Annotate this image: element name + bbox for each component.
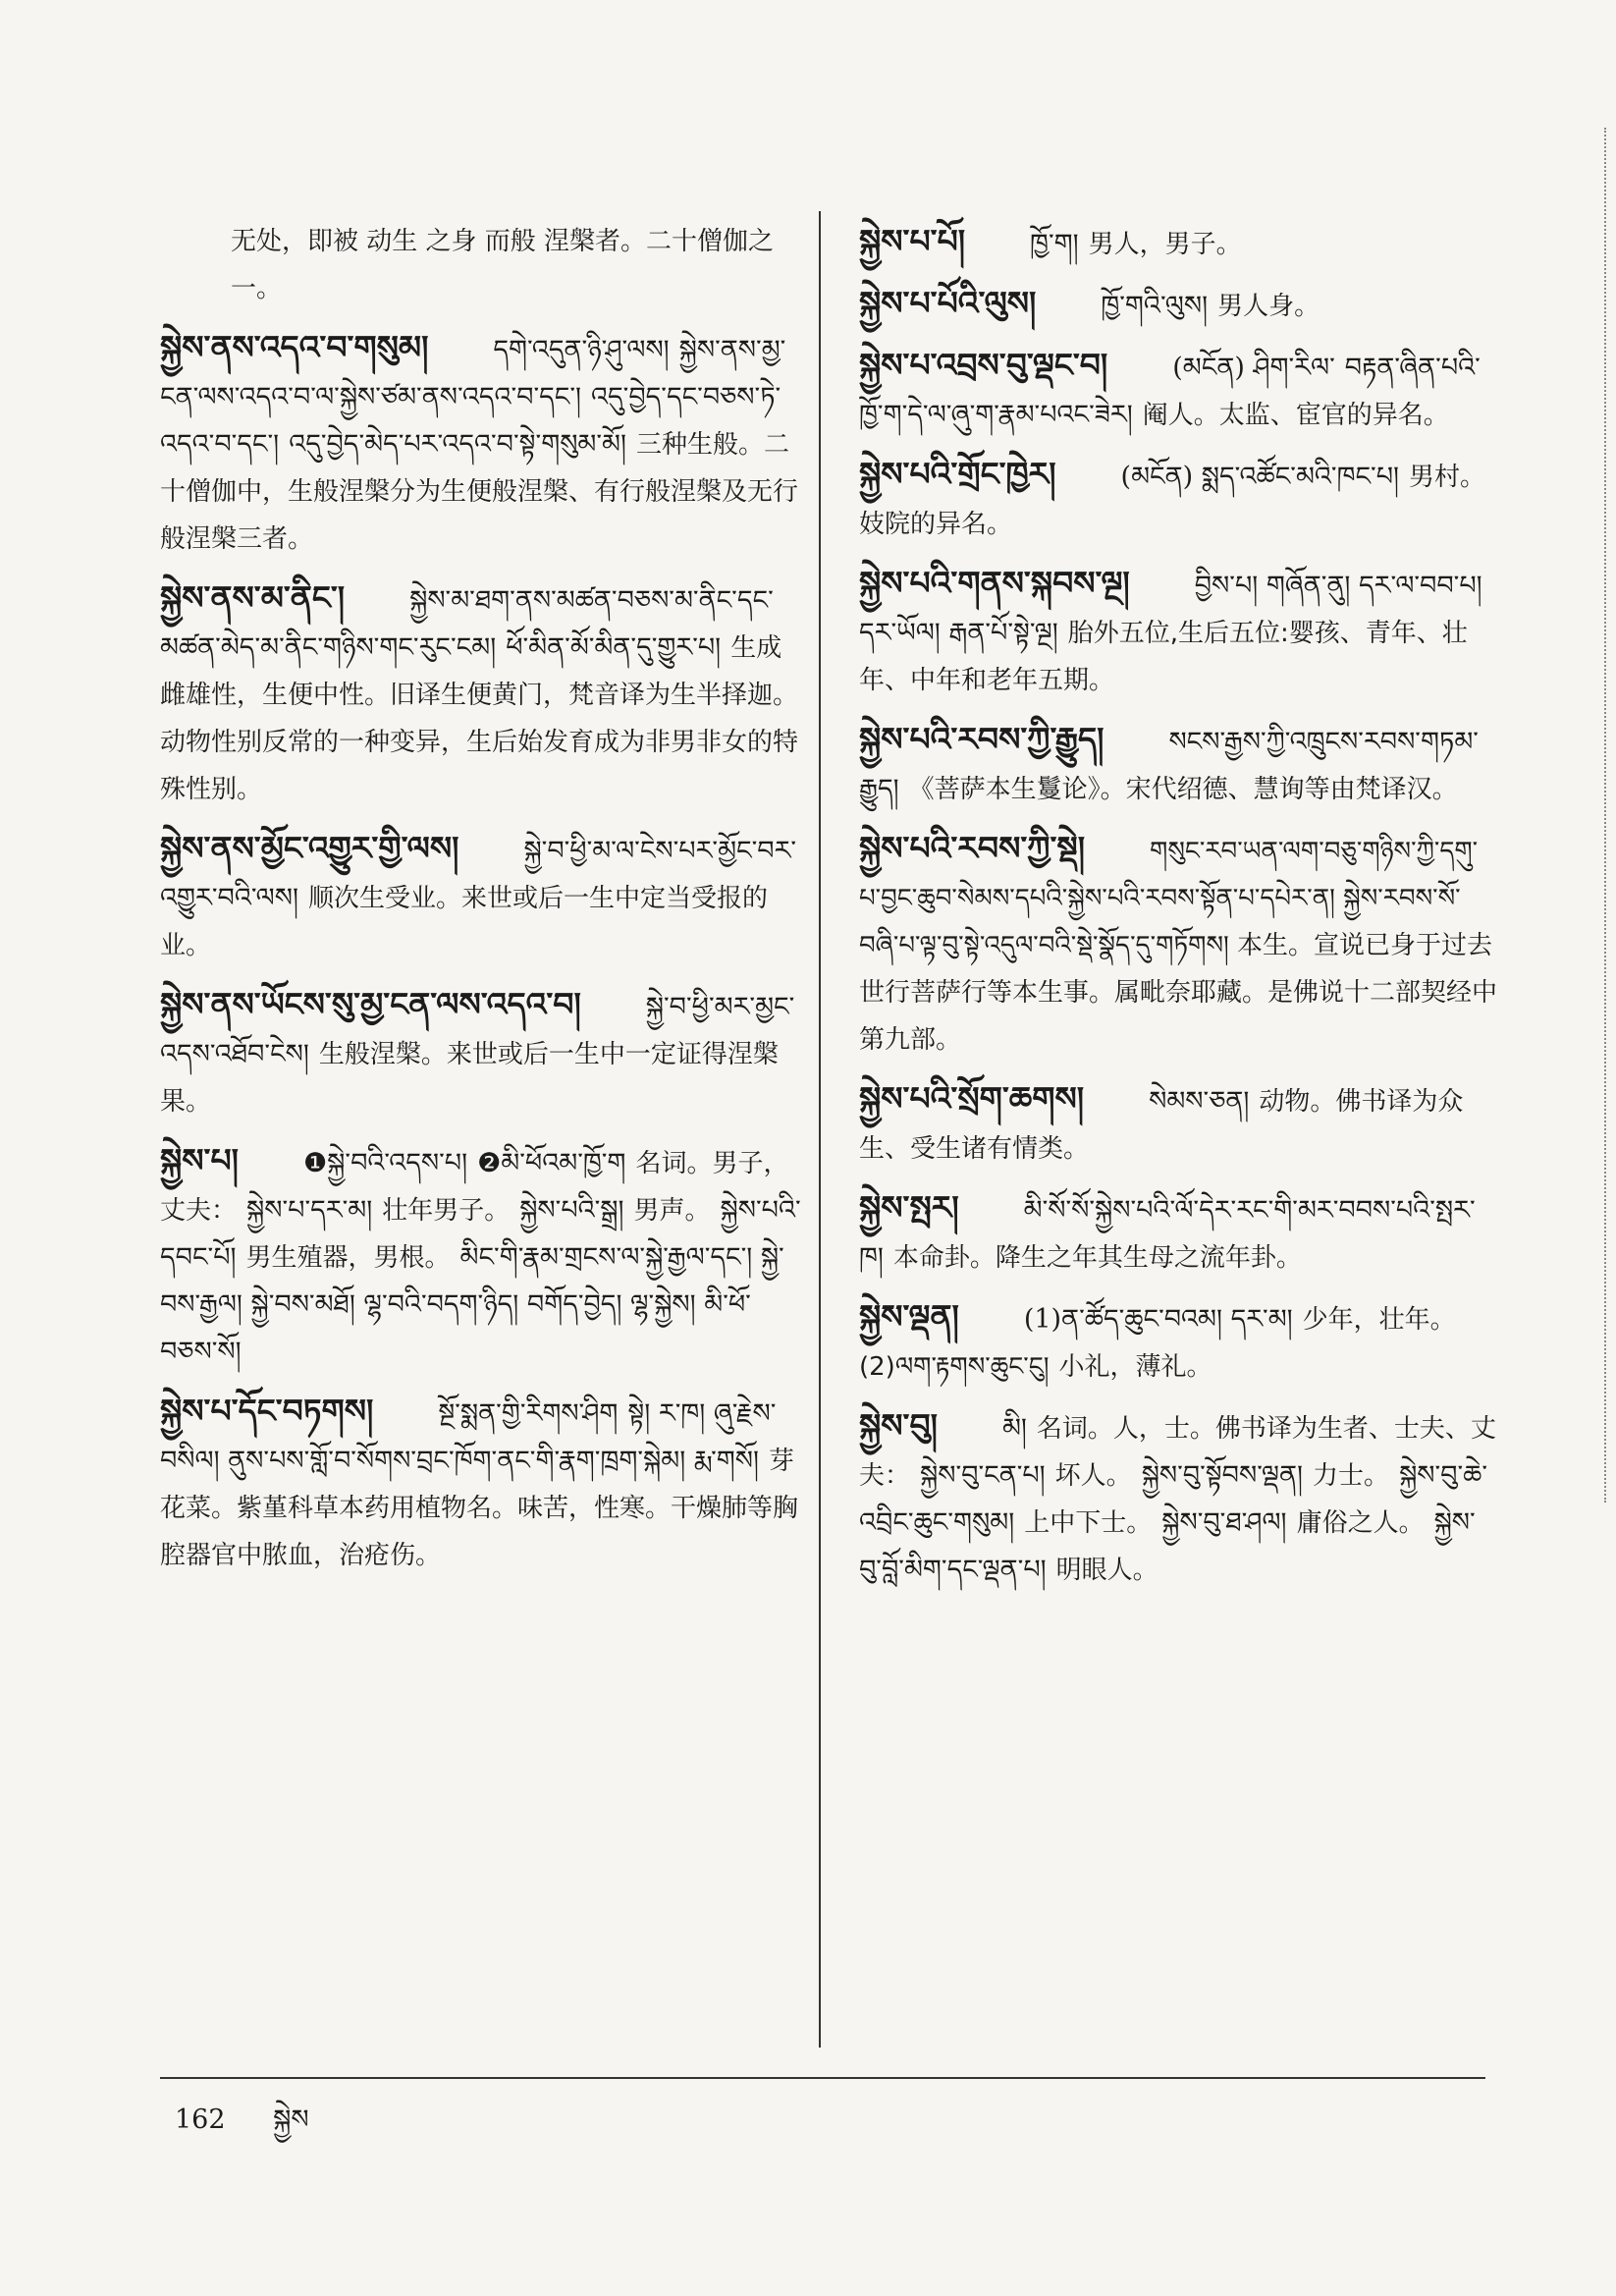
headword: སྐྱེས་ནས་འདའ་བ་གསུམ། xyxy=(160,328,429,366)
tibetan-text: བྱིས་པ། གཞོན་ནུ། དར་ལ་བབ་པ། དར་ཡོལ། རྒན་པོ་སྟེ་ལྔ། xyxy=(859,571,1482,648)
headword: སྐྱེས་པ། xyxy=(160,1141,239,1179)
tibetan-text: (1)ན་ཚོད་ཆུང་བའམ། དར་མ། xyxy=(1023,1304,1293,1335)
tibetan-text: སེམས་ཅན། xyxy=(1149,1086,1250,1117)
chinese-definition: 男声。 xyxy=(633,1196,711,1226)
dictionary-entry xyxy=(160,1388,803,1579)
headword: སྐྱེས་ནས་མྱོང་འགྱུར་གྱི་ལས། xyxy=(160,829,459,867)
chinese-definition: 名词。人，士。佛书译为生者、士夫、丈夫： xyxy=(859,1414,1496,1491)
headword: སྐྱེས་པ་འབྲས་བུ་ལྡང་བ། xyxy=(859,346,1108,384)
headword: སྐྱེས་བུ། xyxy=(859,1406,938,1445)
tibetan-text: ཁྱོ་ག། xyxy=(1030,229,1079,259)
dictionary-entry xyxy=(859,560,1497,704)
headword: སྐྱེས་ལྡན། xyxy=(859,1297,959,1336)
dictionary-entry xyxy=(859,825,1497,1064)
chinese-definition: 庸俗之人。 xyxy=(1296,1508,1425,1538)
chinese-definition: 《菩萨本生鬘论》。宋代绍德、慧询等由梵译汉。 xyxy=(908,775,1458,804)
tibetan-text: འདུ་བྱེད་མེད་པར་འདའ་བ་སྟེ་གསུམ་མོ། xyxy=(289,429,627,460)
tibetan-text: ཕོ་མིན་མོ་མིན་དུ་གྱུར་པ། xyxy=(506,632,722,663)
tibetan-text: (མངོན) ཤིག་རིལ་ xyxy=(1172,353,1335,383)
footer-rule xyxy=(160,2077,1485,2079)
dictionary-entry xyxy=(859,451,1497,548)
chinese-definition: 无处，即被 动生 之身 而般 涅槃者。二十僧伽之一。 xyxy=(231,227,775,303)
dictionary-entry xyxy=(160,218,803,312)
chinese-definition: 力士。 xyxy=(1313,1461,1390,1491)
guide-word: སྐྱེས xyxy=(273,2105,309,2135)
chinese-definition: 生成雌雄性，生便中性。旧译生便黄门，梵音译为生半择迦。动物性别反常的一种变异，生后始发育成为非男非女的特殊性别。 xyxy=(160,633,799,804)
tibetan-text: སྐྱེས་པའི་དབང་པོ། xyxy=(160,1195,801,1273)
dictionary-entry xyxy=(859,218,1497,268)
tibetan-text: མི། xyxy=(1001,1413,1027,1444)
headword: སྐྱེས་ནས་མ་ནིང་། xyxy=(160,578,346,617)
page-footer xyxy=(175,2090,349,2164)
tibetan-text: སྔོ་སྨན་གྱི་རིགས་ཤིག xyxy=(438,1398,619,1429)
dictionary-entry xyxy=(859,1402,1497,1594)
headword: སྐྱེས་པ་པོའི་ལུས། xyxy=(859,284,1037,322)
chinese-definition: གསུང་རབ་ཡན་ལག་བཅུ་གཉིས་ཀྱི་དགུ་པ་བྱང་ཆུབ་སེམས་དཔའི་སྐྱེས་པའི་རབས་སྟོན་པ་དཔེར་ན། སྐྱེས་རབས་སོ་བཞི་པ་ལྟ་བུ་སྟེ་འདུལ་བའི་སྡེ་སྣོད་དུ་གཏོགས། 本生。宣说已身于过去世行菩萨行等本生事。属毗奈耶藏。是佛说十二部契经中第九部。 xyxy=(859,837,1498,1055)
headword: སྐྱེས་པའི་གནས་སྐབས་ལྔ། xyxy=(859,564,1130,602)
dictionary-entry xyxy=(859,1293,1497,1391)
dictionary-entry xyxy=(859,280,1497,330)
tibetan-text: སྐྱེས་བུ་ངན་པ། xyxy=(920,1460,1046,1491)
left-column xyxy=(160,218,803,1591)
chinese-definition: 三种生般。二十僧伽中，生般涅槃分为生便般涅槃、有行般涅槃及无行般涅槃三者。 xyxy=(160,430,799,554)
tibetan-text: ❶སྐྱེ་བའི་འདས་པ། xyxy=(302,1148,468,1178)
chinese-definition: 坏人。 xyxy=(1054,1461,1132,1491)
chinese-definition: 明眼人。 xyxy=(1055,1556,1158,1585)
headword: སྐྱེས་པའི་རབས་ཀྱི་སྡེ། xyxy=(859,829,1086,867)
tibetan-text: མིང་གི་རྣམ་གྲངས་ལ་སྐྱེ་རྒྱལ་དང་། སྐྱེ་བས་རྒྱལ། སྐྱེ་བས་མཐོ། ལྷ་བའི་བདག་ཉིད། བགོད་བྱེད། ལྷ་སྐྱེས། མི་ཕོ་བཅས་སོ། xyxy=(160,1242,784,1367)
headword: སྐྱེས་སྤར། xyxy=(859,1188,959,1227)
dictionary-entry xyxy=(859,1184,1497,1282)
page-number: 162 xyxy=(175,2105,226,2135)
headword: སྐྱེས་ནས་ཡོངས་སུ་མྱ་ངན་ལས་འདའ་བ། xyxy=(160,985,581,1023)
tibetan-text: སྐྱེས་བུ་ཐ་ཤལ། xyxy=(1161,1507,1287,1538)
chinese-definition: 生般涅槃。来世或后一生中一定证得涅槃果。 xyxy=(160,1040,779,1117)
chinese-definition: 阉人。太监、宦官的异名。 xyxy=(1142,401,1449,430)
chinese-definition: 上中下士。 xyxy=(1024,1508,1153,1538)
chinese-definition: 芽花菜。紫堇科草本药用植物名。味苦，性寒。干燥肺等胸腔器官中脓血，治疮伤。 xyxy=(160,1447,799,1570)
chinese-definition: 小礼，薄礼。 xyxy=(1058,1352,1212,1382)
dictionary-entry xyxy=(160,981,803,1125)
headword: སྐྱེས་པའི་སྲོག་ཆགས། xyxy=(859,1079,1085,1118)
chinese-definition: 男村。妓院的异名。 xyxy=(859,463,1486,539)
dictionary-entry xyxy=(160,825,803,969)
tibetan-text: སྐྱེས་པ་དར་མ། xyxy=(246,1195,373,1226)
chinese-definition: 少年，壮年。(2)ལག་རྟགས་ཆུང་ངུ། xyxy=(859,1305,1456,1382)
tibetan-text: བརྟན་ཞིན་པའི་ཁྱོ་ག་དེ་ལ་ཞུ་ག་རྣམ་པའང་ཟེར། xyxy=(859,353,1481,430)
tibetan-text: སྟེ། ཪ་ཁ། ཞུ་རྗེས་བསིལ། ནུས་པས་གློ་བ་སོགས་བྲང་ཁོག་ནང་གི་རྣག་ཁྲག་སྐེམ། རྨ་གསོ། xyxy=(160,1398,777,1476)
tibetan-text: སྐྱེས་བུ་བློ་མིག་དང་ལྡན་པ། xyxy=(859,1507,1476,1585)
tibetan-text: ❷མི་ཕོའམ་ཁྱོ་ག xyxy=(477,1148,626,1178)
dictionary-entry xyxy=(160,1137,803,1376)
chinese-definition: 动物。佛书译为众生、受生诸有情类。 xyxy=(859,1087,1464,1164)
dictionary-entry xyxy=(859,342,1497,439)
dictionary-entry xyxy=(859,1075,1497,1173)
chinese-definition: 胎外五位,生后五位:婴孩、青年、壮年、中年和老年五期。 xyxy=(859,619,1468,695)
tibetan-text: མི་སོ་སོ་སྐྱེས་པའི་ལོ་དེར་རང་གི་མར་བབས་པའི་སྤར་ཁ། xyxy=(859,1195,1476,1273)
tibetan-text: སྐྱེས་བུ་སྟོབས་ལྡན། xyxy=(1141,1460,1304,1491)
tibetan-text: སྐྱེས་བུ་ཆེ་འབྲིང་ཆུང་གསུམ། xyxy=(859,1460,1488,1538)
chinese-definition: 壮年男子。 xyxy=(382,1196,511,1226)
tibetan-text: སྐྱེས་པའི་སྒྲ། xyxy=(519,1195,624,1226)
headword: སྐྱེས་པའི་གྲོང་ཁྱེར། xyxy=(859,455,1056,493)
headword: སྐྱེས་པ་དོང་བཏགས། xyxy=(160,1392,374,1430)
chinese-definition: 名词。男子，丈夫： xyxy=(160,1149,789,1226)
chinese-definition: 本命卦。降生之年其生母之流年卦。 xyxy=(892,1243,1302,1273)
tibetan-text: (མངོན) སྨད་འཚོང་མའི་ཁང་པ། xyxy=(1120,462,1400,492)
tibetan-text: ཁྱོ་གའི་ལུས། xyxy=(1101,291,1209,321)
tibetan-text: སྐྱེས་ནས་མྱ་ངན་ལས་འདའ་བ་ལ་སྐྱེས་ཙམ་ནས་འདའ་བ་དང་། xyxy=(160,335,786,412)
tibetan-text: སངས་རྒྱས་ཀྱི་འཁྲུངས་རབས་གཏམ་རྒྱུད། xyxy=(859,727,1479,804)
dictionary-entry xyxy=(160,324,803,563)
headword: སྐྱེས་པ་པོ། xyxy=(859,222,966,260)
tibetan-text: སྐྱེས་མ་ཐག་ནས་མཚན་བཅས་མ་ནིང་དང་མཚན་མེད་མ་ནིང་གཉིས་གང་རུང་ངམ། xyxy=(160,585,774,663)
tibetan-text: སྐྱེ་བ་ཕྱི་མར་མྱང་འདས་འཐོབ་ངེས། xyxy=(160,992,795,1069)
chinese-definition: 男人，男子。 xyxy=(1088,230,1242,259)
column-divider xyxy=(819,211,821,2048)
right-column xyxy=(859,218,1497,1606)
tibetan-text: འདུ་བྱེད་དང་བཅས་ཏེ་འདའ་བ་དང་། xyxy=(160,382,781,460)
dictionary-entry xyxy=(160,574,803,813)
chinese-definition: 男人身。 xyxy=(1217,292,1320,321)
scan-edge-marks xyxy=(1598,128,1606,1503)
dictionary-entry xyxy=(859,716,1497,813)
tibetan-text: སྐྱེ་བ་ཕྱི་མ་ལ་ངེས་པར་མྱོང་བར་འགྱུར་བའི་ལས། xyxy=(160,836,797,913)
headword: སྐྱེས་པའི་རབས་ཀྱི་རྒྱུད། xyxy=(859,720,1104,758)
tibetan-text: དགེ་འདུན་ཉི་ཤུ་ལས། xyxy=(493,335,670,365)
chinese-definition: 顺次生受业。来世或后一生中定当受报的业。 xyxy=(160,884,768,960)
chinese-definition: 男生殖器，男根。 xyxy=(245,1243,451,1273)
